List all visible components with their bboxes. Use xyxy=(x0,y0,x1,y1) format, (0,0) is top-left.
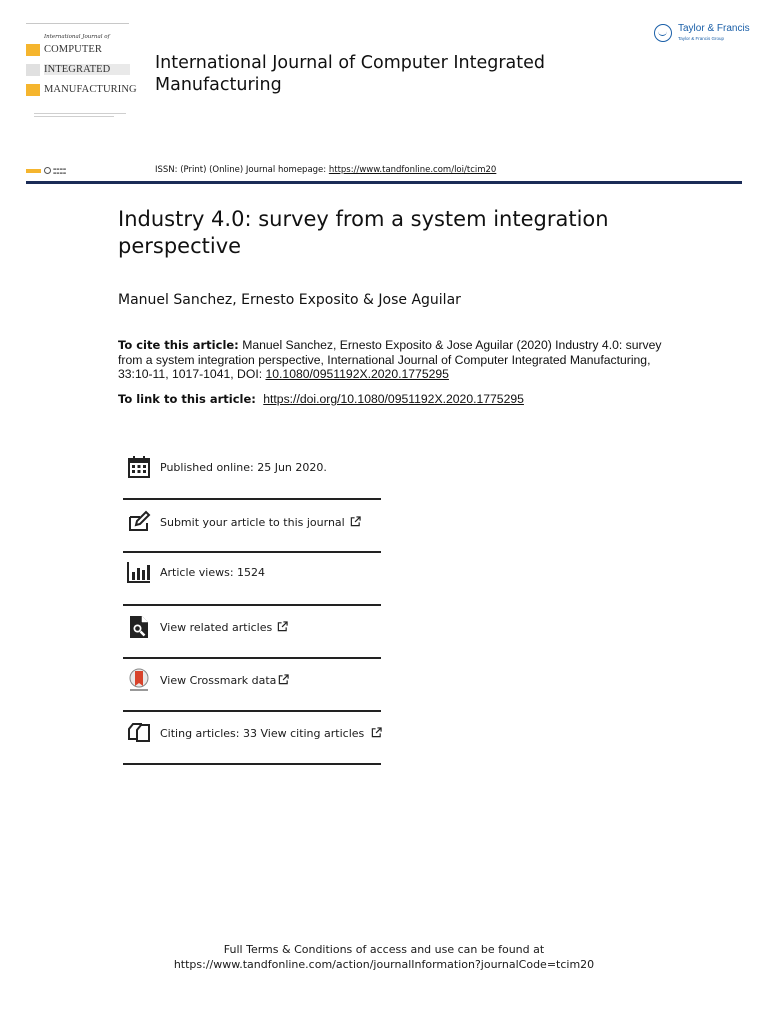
info-related-articles[interactable] xyxy=(123,601,381,654)
citation-block xyxy=(118,338,663,382)
publisher-mini-logo: ▬▬▬▬ ▬▬▬▬ xyxy=(26,166,76,176)
info-published-online xyxy=(123,441,381,494)
citing-articles-text: Citing articles: 33 View citing articles xyxy=(160,727,365,740)
edit-icon xyxy=(127,510,151,534)
published-online-text: Published online: 25 Jun 2020. xyxy=(160,461,327,474)
article-doi-url[interactable]: https://doi.org/10.1080/0951192X.2020.1775295 xyxy=(263,392,524,406)
journal-title: International Journal of Computer Integrated Manufacturing xyxy=(155,53,545,95)
issn-line: ISSN: (Print) (Online) Journal homepage: https://www.tandfonline.com/loi/tcim20 xyxy=(155,165,497,175)
info-submit-article[interactable] xyxy=(123,496,381,549)
bar-chart-icon xyxy=(127,560,151,584)
journal-cover-thumbnail xyxy=(26,23,137,123)
info-crossmark[interactable] xyxy=(123,654,381,707)
journal-homepage-link[interactable]: https://www.tandfonline.com/loi/tcim20 xyxy=(328,165,497,175)
footer-terms xyxy=(0,942,768,972)
cover-word-integrated: INTEGRATED xyxy=(44,64,130,75)
cover-intl-label: International Journal of xyxy=(44,34,110,40)
article-link-block xyxy=(118,392,524,406)
external-link-icon xyxy=(278,674,289,685)
crossmark-icon xyxy=(127,668,151,692)
publisher-logo-icon xyxy=(654,24,672,42)
submit-article-text: Submit your article to this journal xyxy=(160,516,345,529)
citation-text: Manuel Sanchez, Ernesto Exposito & Jose Aguilar (2020) Industry 4.0: survey from a system integration perspective, International Journal of Computer Integrated Manufacturing, 33:10-11, 1017-1041, DOI: xyxy=(118,338,662,381)
citation-doi-link[interactable]: 10.1080/0951192X.2020.1775295 xyxy=(265,367,449,381)
publisher-name: Taylor & Francis xyxy=(678,23,750,34)
external-link-icon xyxy=(371,727,382,738)
footer-terms-url[interactable]: https://www.tandfonline.com/action/journalInformation?journalCode=tcim20 xyxy=(173,958,595,971)
search-document-icon xyxy=(127,615,151,639)
info-article-views xyxy=(123,546,381,599)
article-link-label: To link to this article: xyxy=(118,392,256,406)
article-authors: Manuel Sanchez, Ernesto Exposito & Jose Aguilar xyxy=(118,292,461,308)
citation-label: To cite this article: xyxy=(118,338,239,352)
external-link-icon xyxy=(350,516,361,527)
citing-icon xyxy=(127,721,151,745)
article-title: Industry 4.0: survey from a system integration perspective xyxy=(118,207,609,258)
publisher-group: Taylor & Francis Group xyxy=(678,36,725,41)
crossmark-text: View Crossmark data xyxy=(160,674,277,687)
article-views-text: Article views: 1524 xyxy=(160,566,266,579)
related-articles-text: View related articles xyxy=(160,621,273,634)
calendar-icon xyxy=(127,455,151,479)
cover-word-computer: COMPUTER xyxy=(44,44,102,55)
external-link-icon xyxy=(277,621,288,632)
info-citing-articles[interactable] xyxy=(123,707,381,760)
cover-word-manufacturing: MANUFACTURING xyxy=(44,84,137,95)
footer-line1: Full Terms & Conditions of access and use can be found at xyxy=(223,943,545,956)
